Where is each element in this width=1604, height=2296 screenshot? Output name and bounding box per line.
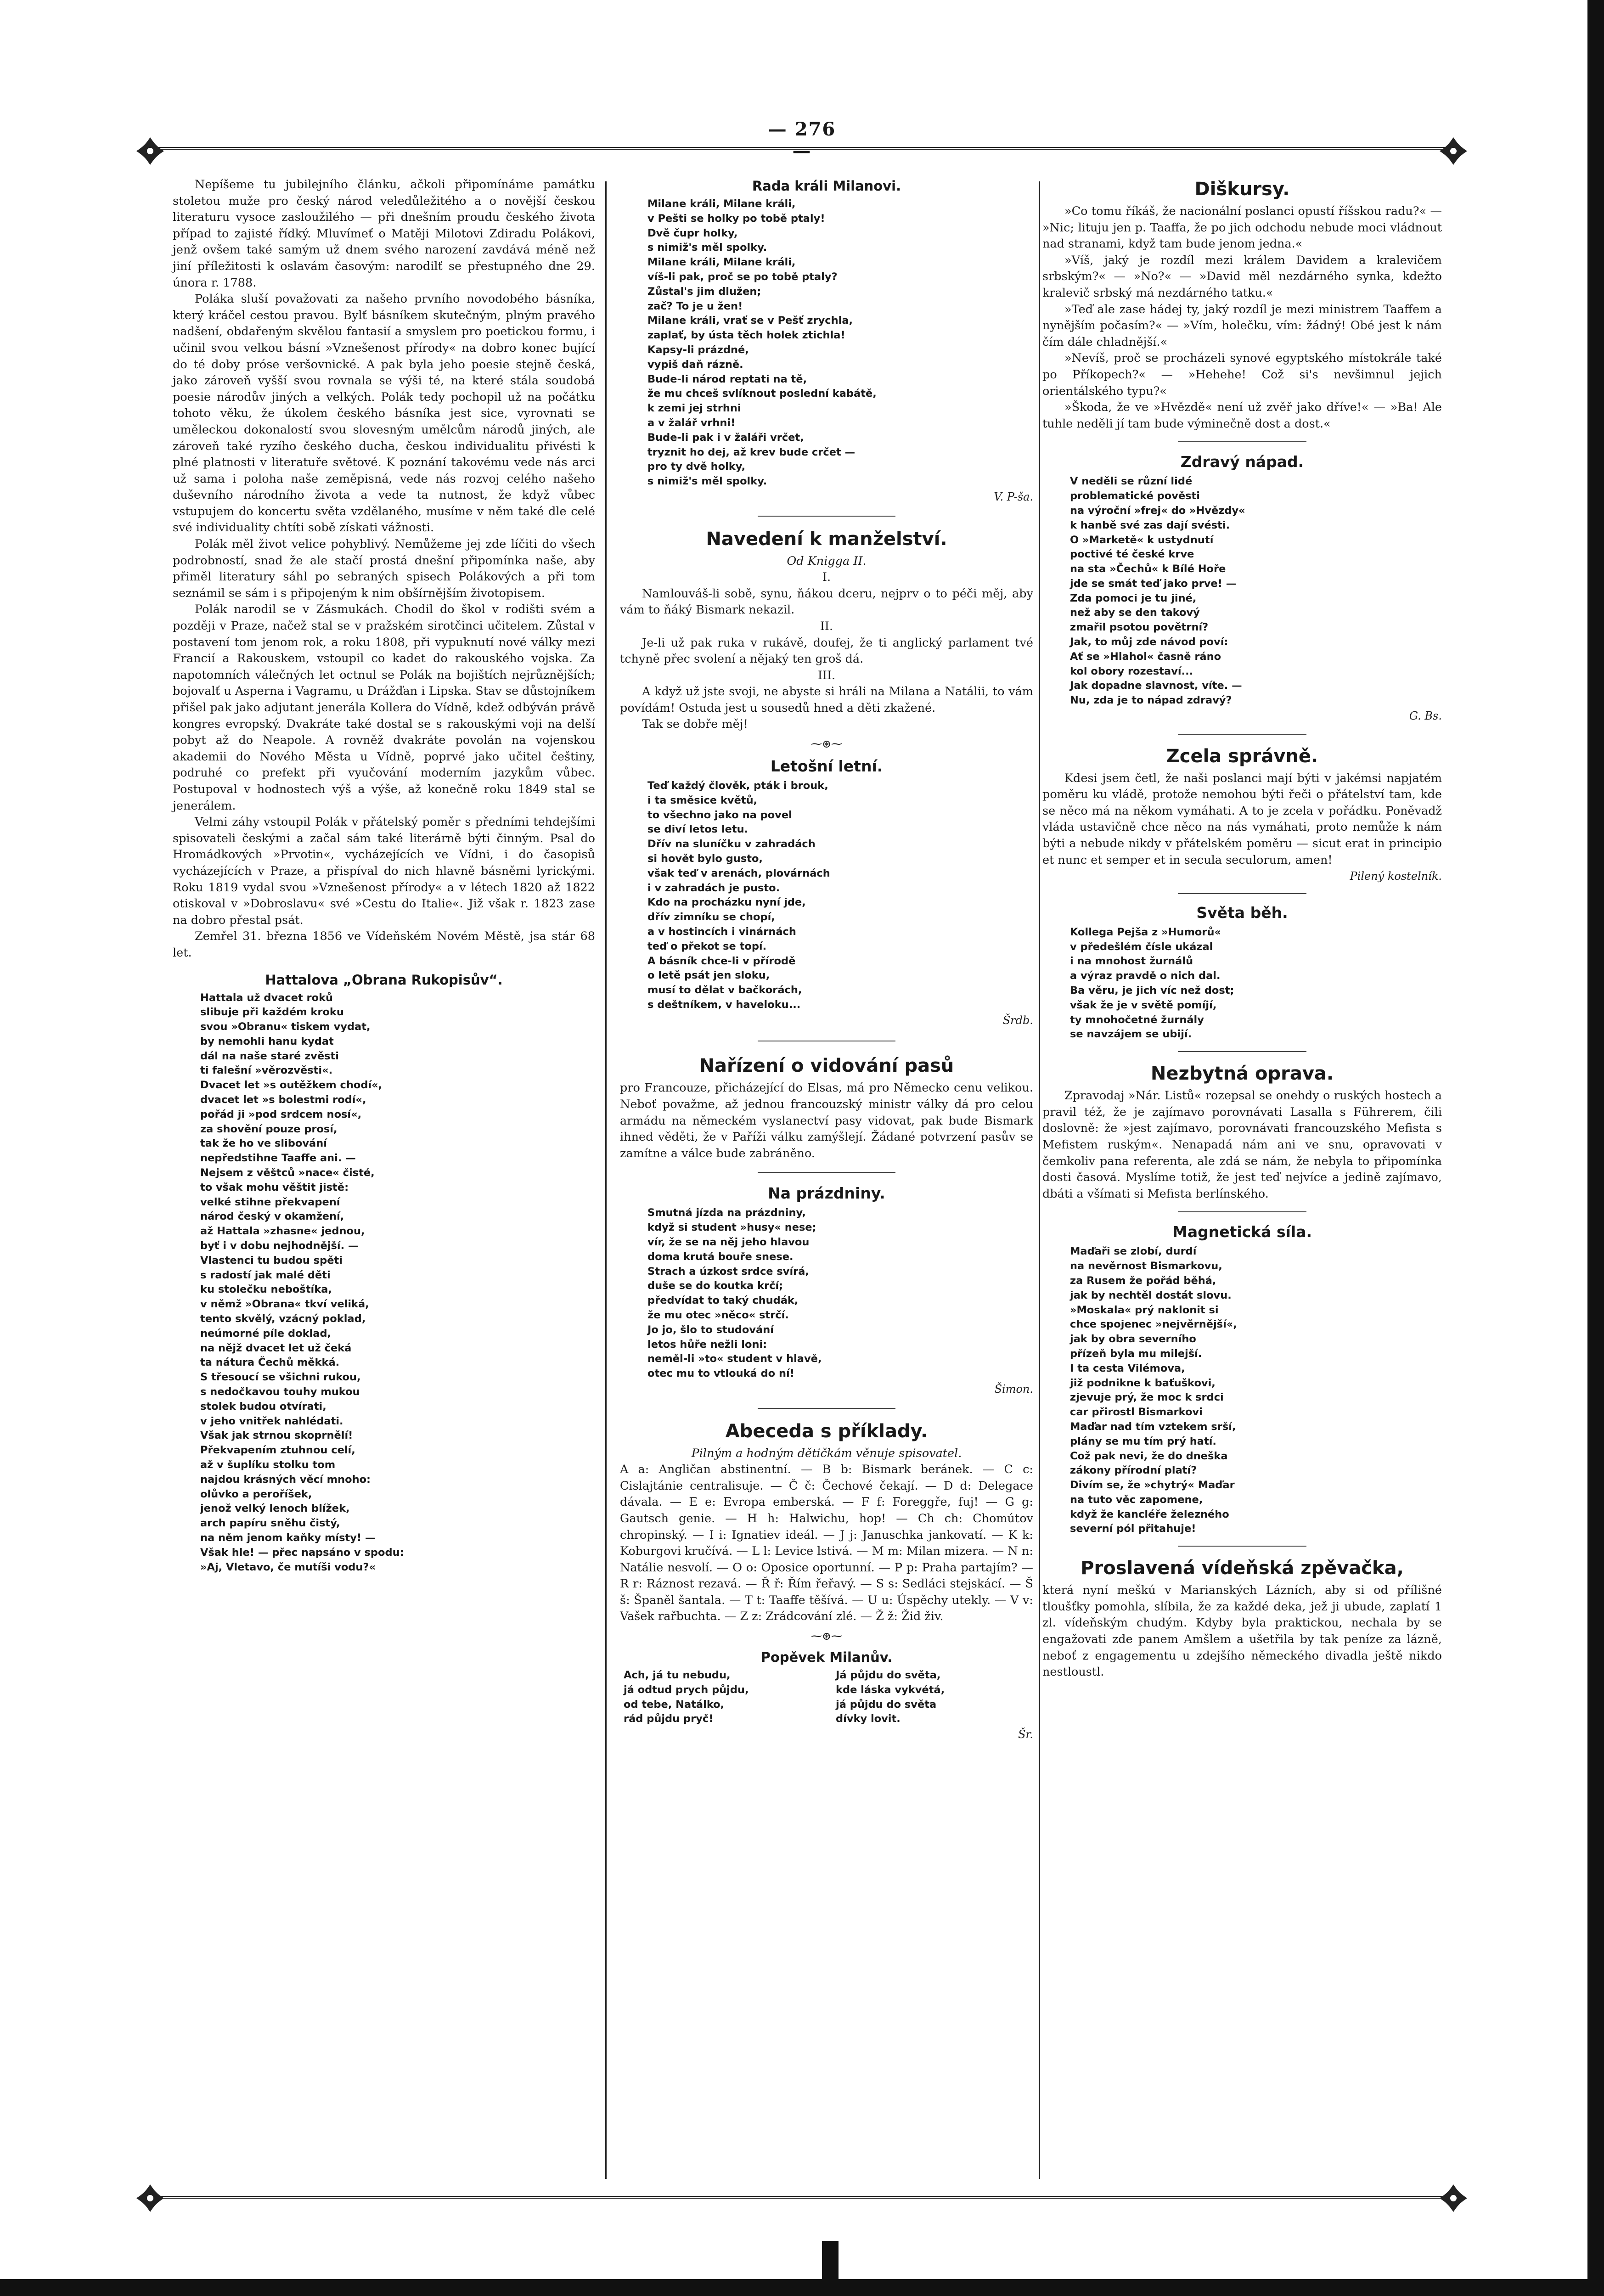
verse-line: arch papíru sněhu čistý, (200, 1517, 340, 1530)
verse-line: až Hattala »zhasne« jednou, (200, 1225, 365, 1238)
paragraph: Velmi záhy vstoupil Polák v přátelský poměr s předními tehdejšími spisovateli českými a začal sám také literárně býti činným. Psal do Hromádkových »Prvotin«, vycházejících ve Vídni, i do časopisů vycházejících v Praze, a přispíval do nich hlavně básněmi lyrickými. Roku 1819 vydal svou »Vznešenost přírody« a v létech 1820 až 1822 otiskoval v »Dobroslavu« své »Cestu do Italie«. Již však r. 1823 zase na dobro přestal psát. (173, 815, 595, 927)
verse-line: V neděli se různí lidé (1070, 475, 1193, 488)
subtitle-navedeni: Od Knigga II. (787, 554, 867, 568)
poem-rada-krali (620, 197, 1033, 489)
verse-line: Kapsy-li prázdné, (647, 343, 749, 356)
verse-line: s nedočkavou touhy mukou (200, 1386, 360, 1398)
verse-line: Však jak strnou skoprnělí! (200, 1429, 353, 1442)
verse-line: se diví letos letu. (647, 823, 749, 836)
title-narizeni-pasu: Nařízení o vidování pasů (699, 1055, 954, 1077)
verse-line: olůvko a peroříšek, (200, 1488, 312, 1500)
verse-line: I ta cesta Vilémova, (1070, 1362, 1185, 1374)
verse-line: doma krutá bouře snese. (647, 1250, 794, 1263)
verse-line: Jak dopadne slavnost, víte. — (1070, 680, 1242, 692)
paragraph: A když už jste svoji, ne abyste si hráli na Milana a Natálii, to vám povídám! Ostuda jest u sousedů hned a děti zkažené. (620, 685, 1033, 715)
title-navedeni: Navedení k manželství. (706, 528, 947, 550)
verse-line: Smutná jízda na prázdniny, (647, 1207, 806, 1219)
verse-line: Překvapením ztuhnou celí, (200, 1444, 355, 1457)
signature-popevek: Šr. (1018, 1728, 1033, 1741)
column-middle (620, 177, 1033, 1743)
verse-line: chce spojenec »nejvěrnější«, (1070, 1318, 1237, 1331)
separator (1178, 893, 1306, 894)
verse-line: již podnikne k baťuškovi, (1070, 1377, 1216, 1389)
paragraph: »Co tomu říkáš, že nacionální poslanci opustí říšskou radu?« — »Nic; lituju jen p. Taaffa, že po jich odchodu nebude moci vládnout nad stranami, když tam bude jenom jedna.« (1042, 204, 1442, 251)
verse-line: zaplať, by ústa těch holek ztichla! (647, 329, 845, 342)
verse-line: na nějž dvacet let už čeká (200, 1342, 352, 1354)
paragraph: »Víš, jaký je rozdíl mezi králem Davidem a kralevičem srbským?« — »No?« — »David měl nezdárného synka, kdežto kralevič srbský má nezdárného tatku.« (1042, 253, 1442, 300)
title-zdravy-napad: Zdravý nápad. (1180, 453, 1304, 471)
title-abeceda: Abeceda s příklady. (725, 1420, 928, 1442)
column-left (173, 177, 595, 1575)
verse-line: v jeho vnitřek nahlédati. (200, 1415, 343, 1427)
verse-line: ty mnohočetné žurnály (1070, 1013, 1204, 1026)
scan-border-bottom (0, 2279, 1604, 2296)
verse-line: k zemi jej strhni (647, 402, 741, 415)
poem-zdravy-napad (1042, 474, 1442, 708)
verse-line: se navzájem se ubijí. (1070, 1028, 1192, 1041)
text-zcela-spravne: Kdesi jsem četl, že naši poslanci mají býti v jakémsi napjatém poměru ku vládě, protože nemohou býti řeči o přátelství tam, kde se něco má na někom vymáhati. A to je zcela v pořádku. Poněvadž vláda ustavičně chce něco na nás vymáhati, proto nemůže k nám býti a nebude nikdy v přátelském poměru — sicut erat in principio et nunc et semper et in secula seculorum, amen! (1042, 771, 1442, 867)
verse-line: Já půjdu do světa, (836, 1669, 941, 1682)
navedeni-end: Tak se dobře měj! (642, 717, 748, 732)
verse-line: Nu, zda je to nápad zdravý? (1070, 694, 1232, 707)
section-number: I. (822, 570, 831, 585)
verse-line: i v zahradách je pusto. (647, 882, 780, 894)
ornament-separator: ⁓⊛⁓ (810, 737, 843, 751)
verse-line: Ať se »Hlahol« časně ráno (1070, 650, 1221, 663)
verse-line: předvídat to taký chudák, (647, 1294, 799, 1307)
verse-line: jde se smát teď jako prve! — (1070, 577, 1237, 590)
verse-line: Maďar nad tím vztekem srší, (1070, 1420, 1236, 1433)
verse-line: Bude-li národ reptati na tě, (647, 373, 807, 385)
verse-line: že mu otec »něco« strčí. (647, 1309, 789, 1321)
verse-line: teď o překot se topí. (647, 940, 767, 952)
title-vidensk-zpevacka: Proslavená vídeňská zpěvačka, (1081, 1558, 1404, 1579)
verse-line: zač? To je u žen! (647, 300, 743, 312)
paragraph: »Teď ale zase hádej ty, jaký rozdíl je mezi ministrem Taaffem a nynějším počasím?« — »Vím, holečku, vím: žádný! Obé jest k nám čím dále chladnější.« (1042, 302, 1442, 349)
verse-line: »Aj, Vletavo, če mutíši vodu?« (200, 1561, 376, 1573)
verse-line: »Moskala« prý naklonit si (1070, 1304, 1219, 1316)
verse-line: neměl-li »to« student v hlavě, (647, 1353, 822, 1365)
paragraph: Poláka sluší považovati za našeho prvního novodobého básníka, který kráčel cestou pravou. Bylť básníkem skutečným, plným pravého nadšení, obdařeným skvělou fantasií a smyslem pro poetickou formu, i učinil svou velkou básní »Vznešenost přírody« na dobro konec bující do té doby próse veršovnické. A pak byla jeho poesie stejně česká, jako zároveň vyšší svou rovnala se výši té, na které stála soudobá poesie národův jiných a velkých. Polák tedy pochopil už na počátku tohoto věku, že úkolem českého básníka jest sice, vyrovnati se uměleckou dokonalostí svou slovesným umělcům národů jiných, ale zároveň také ryzího českého ducha, českou individualitu přivésti k plné platnosti v literatuře světové. K poznání takovému vede nás arci už sama i poloha naše zeměpisná, vede nás rozvoj celého našeho duševního národního života a vede ta nutnost, že když vůbec vstupujem do koncertu světa vzdělaného, musíme v něm také dle celé své individuality chtíti sobě získati vážnosti. (173, 292, 595, 535)
verse-line: kol obory rozestaví... (1070, 665, 1193, 677)
verse-line: a v hostincích i vinárnách (647, 926, 796, 938)
verse-line: a výraz pravdě o nich dal. (1070, 970, 1221, 982)
paragraph: »Škoda, že ve »Hvězdě« není už zvěř jako dříve!« — »Ba! Ale tuhle neděli jí tam bude výminečně dost a dost.« (1042, 400, 1442, 431)
verse-line: to však mohu věštit jistě: (200, 1181, 349, 1193)
title-rada-krali: Rada králi Milanovi. (752, 178, 901, 194)
verse-line: s deštníkem, v haveloku... (647, 999, 801, 1011)
text-nezbytna-oprava: Zpravodaj »Nár. Listů« rozepsal se onehdy o ruských hostech a pravil též, že je zajímavo porovnávati Lasalla s Führerem, čili doslovně: že »jest zajímavo, porovnávati francouzského Mefista s Mefistem ruským«. Nenapadá nám ani ve snu, opravovati v čemkoliv pana referenta, ale zdá se nám, že nebyla to připomínka dosti časová. Myslíme totiž, že jest teď nejvíce a jedině zajímavo, dbáti a všímati si Mefista berlínského. (1042, 1089, 1442, 1201)
verse-line: s nimiž's měl spolky. (647, 242, 767, 254)
verse-line: stolek budou otvírati, (200, 1400, 326, 1412)
separator (1178, 1546, 1306, 1547)
verse-line: Milane králi, Milane králi, (647, 256, 796, 269)
verse-line: plány se mu tím prý hatí. (1070, 1435, 1216, 1447)
verse-line: na nevěrnost Bismarkovu, (1070, 1260, 1222, 1272)
paragraph: »Nevíš, proč se procházeli synové egyptského místokrále také po Příkopech?« — »Hehehe! Což si's nevšimnul jejich orientálského typu?« (1042, 351, 1442, 398)
verse-line: problematické pověsti (1070, 490, 1200, 502)
corner-ornament-top-left (134, 135, 166, 167)
verse-line: o letě psát jen sloku, (647, 969, 770, 982)
verse-line: si hovět bylo gusto, (647, 853, 763, 865)
separator (1178, 1211, 1306, 1212)
verse-line: že mu chceš svlíknout poslední kabátě, (647, 388, 877, 400)
verse-line: přízeň byla mu milejší. (1070, 1347, 1202, 1360)
text-narizeni-pasu: pro Francouze, přicházející do Elsas, má pro Německo cenu velikou. Neboť považme, až jednou francouzský ministr války dá pro celou armádu na německém vyslanectví pasy vidovat, pak bude Bismark ihned věděti, že v Paříži válku zamýšlejí. Žádané potvrzení pasův se zamítne a válce bude zabráněno. (620, 1081, 1033, 1160)
verse-line: duše se do koutka krčí; (647, 1280, 783, 1292)
verse-line: Ach, já tu nebudu, (624, 1669, 731, 1682)
page-number: — 276 — (768, 118, 836, 162)
title-popevek: Popěvek Milanův. (760, 1649, 893, 1666)
poem-popevek-right (836, 1668, 1030, 1727)
paragraph: Je-li už pak ruka v rukávě, doufej, že ti anglický parlament tvé tchyně přec svolení a nějaký ten groš dá. (620, 636, 1033, 666)
verse-line: velké stihne překvapení (200, 1196, 340, 1208)
verse-line: to všechno jako na povel (647, 809, 792, 821)
verse-line: s nimiž's měl spolky. (647, 475, 767, 488)
verse-line: Kdo na procházku nyní jde, (647, 896, 806, 909)
column-right (1042, 177, 1442, 1681)
verse-line: víš-li pak, proč se po tobě ptaly? (647, 270, 838, 283)
verse-line: Nejsem z věštců »nace« čisté, (200, 1167, 375, 1179)
verse-line: však teď v arenách, plovárnách (647, 867, 830, 879)
title-diskursy: Diškursy. (1194, 179, 1290, 200)
article-polak (173, 177, 595, 962)
poem-sveta-beh (1042, 925, 1442, 1042)
verse-line: s radostí jak malé děti (200, 1269, 331, 1281)
verse-line: Dřív na sluníčku v zahradách (647, 838, 816, 850)
verse-line: na tuto věc zapomene, (1070, 1493, 1203, 1506)
verse-line: až v šuplíku stolku tom (200, 1459, 336, 1471)
text-videnska-zpevacka: která nyní meškú v Marianských Lázních, aby si od přílišné tloušťky pomohla, slíbila, že za každé deka, jež ji ubude, zaplatí 1 zl. vídeňským chudým. Kdyby byla praktickou, nechala by se engažovati zde panem Amšlem a ušetřila by tak peníze za lázně, neboť z engagementu u zdejšího německého divadla ještě nikdo nestloustl. (1042, 1583, 1442, 1679)
verse-line: Maďaři se zlobí, durdí (1070, 1245, 1197, 1258)
signature-zcela-spravne: Pilený kostelník. (1350, 870, 1442, 883)
separator (758, 516, 895, 517)
verse-line: tak že ho ve slibování (200, 1137, 327, 1150)
title-magneticka-sila: Magnetická síla. (1172, 1223, 1312, 1241)
poem-popevek-left (624, 1668, 817, 1727)
verse-line: já půjdu do světa (836, 1698, 937, 1711)
verse-line: zjevuje prý, že moc k srdci (1070, 1391, 1224, 1404)
title-nezbytna-oprava: Nezbytná oprava. (1150, 1063, 1334, 1085)
verse-line: k hanbě své zas dají svésti. (1070, 519, 1230, 531)
column-rule-2 (1039, 181, 1040, 2179)
paragraph: Namlouváš-li sobě, synu, ňákou dceru, nejprv o to péči měj, aby vám to ňáký Bismark nekazil. (620, 586, 1033, 617)
paragraph: Polák narodil se v Zásmukách. Chodil do škol v rodišti svém a později v Praze, načež stal se v pražském sirotčinci učitelem. Zůstal v postavení tom jenom rok, a roku 1808, při vypuknutí nové války mezi Francií a Rakouskem, vstoupil co kadet do rakouského vojska. Za napotomních válečných let octnul se Polák na bojištích nejrůznějších; bojovalť u Asperna i Vagramu, u Drážďan i Lipska. Stav se důstojníkem přišel pak jako adjutant jenerála Kollera do Vídně, kdež odbýván právě kongres evropský. Dvakráte také dostal se s rakouskými voji na delší pobyt až do Neapole. A rovněž dvakráte povolán na vojenskou akademii do Nového Města u Vídně, poprvé jako učitel češtiny, podruhé co prefekt při vyučování moderním jazykům vůbec. Postupoval v hodnostech výš a výše, až konečně roku 1849 stal se jenerálem. (173, 602, 595, 813)
verse-line: jak by nechtěl dostát slovu. (1070, 1289, 1232, 1301)
verse-line: Divím se, že »chytrý« Maďar (1070, 1479, 1235, 1491)
verse-line: Milane králi, Milane králi, (647, 198, 796, 210)
verse-line: jenož velký lenoch blížek, (200, 1503, 350, 1515)
verse-line: nepředstihne Taaffe ani. — (200, 1152, 356, 1165)
title-sveta-beh: Světa běh. (1196, 903, 1288, 922)
verse-line: já odtud prych půjdu, (624, 1683, 749, 1696)
separator (758, 1172, 895, 1173)
verse-line: poctivé té české krve (1070, 548, 1194, 561)
text-abeceda: A a: Angličan abstinentní. — B b: Bismark beránek. — C c: Cislajtánie centralisuje. — Č č: Čechové čekají. — D d: Delegace dávala. — E e: Evropa emberská. — F f: Foreggře, fuj! — G g: Gautsch genie. — H h: Halwichu, hop! — Ch ch: Chomútov chropinský. — I i: Ignatiev ideál. — J j: Januschka jankovatí. — K k: Koburgovi kručívá. — L l: Levice lstivá. — M m: Milan mizera. — N n: Natálie nesvolí. — O o: Oposice oportunní. — P p: Praha partajím? — R r: Ráznost rezavá. — Ř ř: Řím řeřavý. — S s: Sedláci stejskácí. — Š š: Španěl šantala. — T t: Taaffe těšívá. — U u: Úspěchy utekly. — V v: Vašek rařbuchta. — Z z: Zrádcování zlé. — Ž ž: Žid živ. (620, 1463, 1033, 1624)
article-navedeni (620, 569, 1033, 716)
verse-line: když si student »husy« nese; (647, 1221, 816, 1234)
binding-mark (822, 2241, 839, 2296)
signature-letosni-leto: Šrdb. (1002, 1013, 1033, 1027)
verse-line: pořád ji »pod srdcem nosí«, (200, 1108, 362, 1120)
verse-line: od tebe, Natálko, (624, 1698, 725, 1711)
poem-na-prazdniny (620, 1206, 1033, 1381)
verse-line: Jak, to můj zde návod poví: (1070, 636, 1228, 648)
verse-line: ti falešní »věrozvěsti«. (200, 1064, 333, 1077)
verse-line: Hattala už dvacet roků (200, 991, 333, 1004)
verse-line: tento skvělý, vzácný poklad, (200, 1313, 366, 1325)
verse-line: otec mu to vtlouká do ní! (647, 1367, 794, 1380)
separator (1178, 734, 1306, 735)
verse-line: Dvě čupr holky, (647, 227, 738, 239)
poem-popevek (620, 1668, 1033, 1727)
verse-line: vír, že se na něj jeho hlavou (647, 1236, 810, 1248)
verse-line: A básník chce-li v přírodě (647, 955, 796, 967)
verse-line: byť i v dobu nejhodnější. — (200, 1240, 359, 1252)
verse-line: dívky lovit. (836, 1713, 900, 1725)
verse-line: svou »Obranu« tiskem vydat, (200, 1021, 371, 1033)
verse-line: v němž »Obrana« tkví veliká, (200, 1298, 369, 1311)
verse-line: Zda pomoci je tu jiné, (1070, 592, 1197, 604)
verse-line: slibuje při každém kroku (200, 1006, 344, 1019)
verse-line: Kollega Pejša z »Humorů« (1070, 926, 1221, 938)
verse-line: Však hle! — přec napsáno v spodu: (200, 1546, 404, 1559)
verse-line: ku stolečku neboštíka, (200, 1283, 332, 1296)
signature-rada-krali: V. P-ša. (994, 490, 1033, 503)
verse-line: musí to dělat v bačkorách, (647, 984, 802, 996)
corner-ornament-top-right (1437, 135, 1469, 167)
verse-line: Bude-li pak i v žaláři vrčet, (647, 431, 804, 444)
separator (1178, 441, 1306, 442)
verse-line: zákony přírodní platí? (1070, 1464, 1197, 1477)
verse-line: jak by obra severního (1070, 1333, 1196, 1345)
verse-line: na něm jenom kaňky místy! — (200, 1531, 376, 1544)
subtitle-abeceda: Pilným a hodným dětičkám věnuje spisovatel. (691, 1446, 962, 1460)
verse-line: S třesoucí se všichni rukou, (200, 1371, 361, 1384)
verse-line: dřív zimníku se chopí, (647, 911, 775, 923)
paragraph: Nepíšeme tu jubilejního článku, ačkoli připomínáme památku stoletou muže pro český národ veledůležitého a o novější českou literaturu vysoce zasloužilého — při dnešním proudu českého života případ to zajisté řídký. Mluvímeť o Matěji Milotovi Zdiradu Polákovi, jenž ovšem také samým už dnem svého narození zavdává méně než jiní příležitosti k oslavám časovým: narodilť se přestupného dne 29. února r. 1788. (173, 178, 595, 290)
paragraph: Polák měl život velice pohyblivý. Nemůžeme jej zde líčiti do všech podrobností, snad že ale stačí prostá dnešní připomínka naše, aby přiměl literatury sáhl po sebraných spisech Polákových a při tom seznámil se sám i s připojeným k nim obšírnějším životopisem. (173, 537, 595, 600)
poem-hattala (173, 991, 595, 1575)
verse-line: Ba věru, je jich víc než dost; (1070, 985, 1234, 996)
paragraph: Zemřel 31. března 1856 ve Vídeňském Novém Městě, jsa stár 68 let. (173, 929, 595, 960)
verse-line: car přirostl Bismarkovi (1070, 1406, 1203, 1418)
verse-line: i ta směsice květů, (647, 794, 758, 806)
verse-line: na sta »Čechů« k Bílé Hoře (1070, 563, 1226, 575)
poem-letosni-leto (620, 779, 1033, 1013)
verse-line: zmařil psotou povětrní? (1070, 621, 1209, 634)
section-number: II. (820, 619, 833, 633)
verse-line: na výroční »frej« do »Hvězdy« (1070, 504, 1245, 517)
title-na-prazdniny: Na prázdniny. (768, 1184, 885, 1203)
column-rule-1 (605, 181, 607, 2179)
verse-line: Dvacet let »s outěžkem chodí«, (200, 1079, 383, 1092)
verse-line: v Pešti se holky po tobě ptaly! (647, 212, 825, 225)
verse-line: Což pak nevi, že do dneška (1070, 1450, 1228, 1462)
verse-line: když že kancléře železného (1070, 1508, 1229, 1520)
verse-line: Jo jo, šlo to studování (647, 1323, 774, 1336)
verse-line: vypiš daň rázně. (647, 358, 743, 371)
verse-line: ta nátura Čechů měkká. (200, 1356, 340, 1369)
verse-line: v předešlém čísle ukázal (1070, 940, 1213, 953)
signature-na-prazdniny: Šimon. (994, 1382, 1033, 1396)
verse-line: za Rusem že pořád běhá, (1070, 1274, 1216, 1287)
verse-line: O »Marketě« k ustydnutí (1070, 534, 1214, 546)
verse-line: dál na naše staré zvěsti (200, 1050, 339, 1062)
verse-line: i na mnohost žurnálů (1070, 955, 1193, 968)
verse-line: Milane králi, vrať se v Pešť zrychla, (647, 315, 853, 327)
title-zcela-spravne: Zcela správně. (1166, 745, 1318, 767)
verse-line: pro ty dvě holky, (647, 461, 746, 473)
verse-line: by nemohli hanu kydat (200, 1035, 334, 1047)
verse-line: Zůstal's jim dlužen; (647, 285, 761, 298)
verse-line: rád půjdu pryč! (624, 1713, 714, 1725)
poem-magneticka-sila (1042, 1244, 1442, 1536)
verse-line: kde láska vykvétá, (836, 1683, 945, 1696)
verse-line: neúmorné píle doklad, (200, 1327, 332, 1339)
verse-line: než aby se den takový (1070, 607, 1200, 619)
verse-line: národ český v okamžení, (200, 1210, 344, 1223)
verse-line: severní pól přitahuje! (1070, 1523, 1196, 1535)
verse-line: a v žalář vrhni! (647, 416, 736, 429)
separator (1178, 1051, 1306, 1052)
verse-line: Strach a úzkost srdce svírá, (647, 1265, 809, 1277)
section-number: III. (817, 668, 836, 682)
verse-line: letos hůře nežli loni: (647, 1338, 767, 1351)
verse-line: dvacet let »s bolestmi rodí«, (200, 1094, 366, 1106)
verse-line: tryznit ho dej, až krev bude crčet — (647, 446, 855, 458)
verse-line: za shovění pouze prosí, (200, 1123, 338, 1135)
title-letosni-leto: Letošní letní. (770, 757, 883, 776)
signature-zdravy-napad: G. Bs. (1409, 709, 1442, 723)
verse-line: Teď každý člověk, pták i brouk, (647, 780, 828, 792)
separator (758, 1408, 895, 1409)
ornament-separator: ⁓⊛⁓ (810, 1630, 843, 1643)
verse-line: však že je v světě pomíjí, (1070, 999, 1217, 1011)
verse-line: najdou krásných věcí mnoho: (200, 1473, 371, 1486)
poem-title-hattala: Hattalova „Obrana Rukopisův“. (265, 972, 503, 988)
text-diskursy (1042, 203, 1442, 432)
corner-ornament-bottom-left (134, 2182, 166, 2214)
verse-line: Vlastenci tu budou spěti (200, 1254, 343, 1266)
scan-border-right (1587, 0, 1604, 2296)
corner-ornament-bottom-right (1437, 2182, 1469, 2214)
